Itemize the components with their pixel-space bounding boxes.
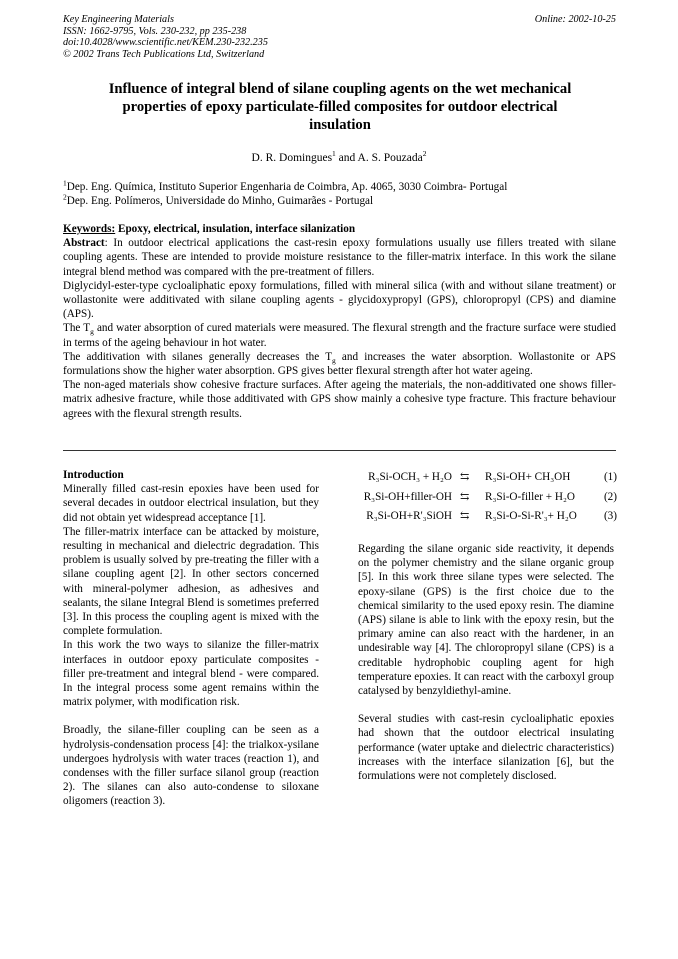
abstract-p3-sub: g xyxy=(90,327,94,337)
equilibrium-arrow-icon: ⇆ xyxy=(460,490,470,503)
abstract-p3 xyxy=(63,321,616,349)
reaction-2-lhs: R₃Si-OH+filler-OH xyxy=(363,490,452,503)
abstract-p2: Diglycidyl-ester-type cycloaliphatic epoxy formulations, filled with mineral silica (with and without silane treatment) or wollastonite were additivated with silane coupling agents - glycidoxypropyl (GPS), chloropropyl (CPS) and diamine (APS). xyxy=(63,279,616,321)
equilibrium-arrow-icon: ⇆ xyxy=(460,510,470,522)
affiliation-1 xyxy=(63,180,616,194)
keywords-text: Epoxy, electrical, insulation, interface silanization xyxy=(115,223,356,235)
left-column xyxy=(63,468,319,809)
abstract-p4-sub: g xyxy=(332,356,336,366)
reaction-1-number: (1) xyxy=(603,471,617,483)
right-p2: Several studies with cast-resin cycloaliphatic epoxies had shown that the outdoor electrical insulating performance (water uptake and dielectric characteristics) increases with the interface silanization [6], but the formulations were not completely disclosed. xyxy=(358,713,614,783)
copyright-line: © 2002 Trans Tech Publications Ltd, Switzerland xyxy=(63,48,265,60)
reaction-3-lhs: R₃Si-OH+R'₃SiOH xyxy=(366,510,452,522)
affiliation-1-mark: 1 xyxy=(63,178,67,188)
reaction-2 xyxy=(345,488,617,508)
introduction-heading: Introduction xyxy=(63,469,124,481)
issn-line: ISSN: 1662-9795, Vols. 230-232, pp 235-238 xyxy=(63,25,247,37)
author-2-mark: 2 xyxy=(422,149,427,159)
keywords-line xyxy=(63,222,616,236)
reaction-3-rhs: R₃Si-O-Si-R'₃+ H₂O xyxy=(485,510,577,522)
author-line xyxy=(0,149,678,164)
author-1-mark: 1 xyxy=(332,149,336,159)
abstract-block xyxy=(63,222,616,421)
affiliation-1-text: Dep. Eng. Química, Instituto Superior Engenharia de Coimbra, Ap. 4065, 3030 Coimbra- Portugal xyxy=(66,181,508,193)
keywords-label: Keywords: xyxy=(63,223,116,235)
abstract-p1 xyxy=(63,236,616,279)
reaction-2-rhs: R₃Si-O-filler + H₂O xyxy=(485,490,575,503)
reaction-3 xyxy=(345,507,617,527)
reaction-equations xyxy=(345,468,617,527)
right-p1: Regarding the silane organic side reactivity, it depends on the polymer chemistry and the silane organic group [5]. In this work three silane types were selected. The epoxy-silane (GPS) is the first choice due to the chemical similarity to the used epoxy resin. The diamine (APS) silane is able to link with the epoxy resin, but the primary amine can also react with the hardener, in an undesirable way [4]. The chloropropyl silane (CPS) is a creditable hydrophobic coupling agent for high temperature epoxies. It can react with the carboxyl group catalysed by benzyldiethyl-amine. xyxy=(358,543,614,698)
equilibrium-arrow-icon: ⇆ xyxy=(460,471,470,483)
reaction-3-number: (3) xyxy=(603,510,617,522)
intro-p2: The filler-matrix interface can be attacked by moisture, resulting in mechanical and dielectric degradation. This problem is usually solved by pre-treating the filler with a silane coupling agent [2]. In other sectors concerned with mineral-polymer adhesion, as adhesives and sealants, the silane Integral Blend is sometimes preferred [3]. In this process the coupling agent is mixed with the complete formulation. xyxy=(63,525,319,638)
reaction-2-number: (2) xyxy=(603,490,617,503)
journal-name: Key Engineering Materials xyxy=(63,14,174,25)
right-column xyxy=(358,542,614,783)
intro-p3: In this work the two ways to silanize the filler-matrix interfaces in outdoor epoxy particulate composites - filler pre-treatment and integral blend - were compared. In the integral process some agent remains within the matrix polymer, with modification risk. xyxy=(63,639,319,709)
abstract-p5: The non-aged materials show cohesive fracture surfaces. After ageing the materials, the non-additivated one shows filler-matrix adhesive fracture, while those additivated with GPS show mainly a cohesive type fracture. This fracture behaviour agrees with the flexural strength results. xyxy=(63,379,616,420)
reaction-1-lhs: R₃Si-OCH₃ + H₂O xyxy=(368,471,452,483)
reaction-1-rhs: R₃Si-OH+ CH₃OH xyxy=(485,471,571,483)
abstract-p3-b: and water absorption of cured materials were measured. The flexural strength and the fracture surface were studied in terms of the ageing behaviour in hot water. xyxy=(63,322,616,349)
section-divider xyxy=(63,450,616,451)
author-1: D. R. Domingues xyxy=(251,152,333,164)
intro-p4: Broadly, the silane-filler coupling can be seen as a hydrolysis-condensation process [4]: the trialkox-ysilane undergoes hydrolysis with water traces (reaction 1), and condenses with the filler surface silanol group (reaction 2). The silanes can also auto-condense to siloxane oligomers (reaction 3). xyxy=(63,724,319,808)
author-2: A. S. Pouzada xyxy=(357,152,423,164)
doi-line: doi:10.4028/www.scientific.net/KEM.230-232.235 xyxy=(63,37,268,49)
abstract-p4-a: The additivation with silanes generally decreases the T xyxy=(63,350,333,363)
online-date: Online: 2002-10-25 xyxy=(534,14,616,25)
affiliation-2-text: Dep. Eng. Polímeros, Universidade do Minho, Guimarães - Portugal xyxy=(66,195,374,207)
intro-p1: Minerally filled cast-resin epoxies have been used for several decades in outdoor electrical insulation, but they did not obtain yet widespread acceptance [1]. xyxy=(63,483,319,524)
abstract-label: Abstract xyxy=(63,237,105,250)
affiliation-2-mark: 2 xyxy=(63,192,67,202)
abstract-p4 xyxy=(63,350,616,378)
abstract-p1-text: : In outdoor electrical applications the cast-resin epoxy formulations usually use fillers treated with silane coupling agents. These are intended to provide moisture resistance to the filler-matrix interface. In this work the silane integral blend method was compared with the pre-treatment of fillers. xyxy=(63,237,616,278)
reaction-1 xyxy=(345,468,617,488)
abstract-p3-a: The T xyxy=(63,322,91,335)
author-conjunction: and xyxy=(335,152,358,164)
affiliation-2 xyxy=(63,194,616,208)
journal-header xyxy=(63,14,616,60)
abstract-p4-b: and increases the water absorption. Wollastonite or APS formulations show the higher water absorption. GPS gives better flexural strength after hot water ageing. xyxy=(63,350,616,378)
paper-title: Influence of integral blend of silane coupling agents on the wet mechanical properties of epoxy particulate-filled composites for outdoor electrical insulation xyxy=(108,81,572,133)
